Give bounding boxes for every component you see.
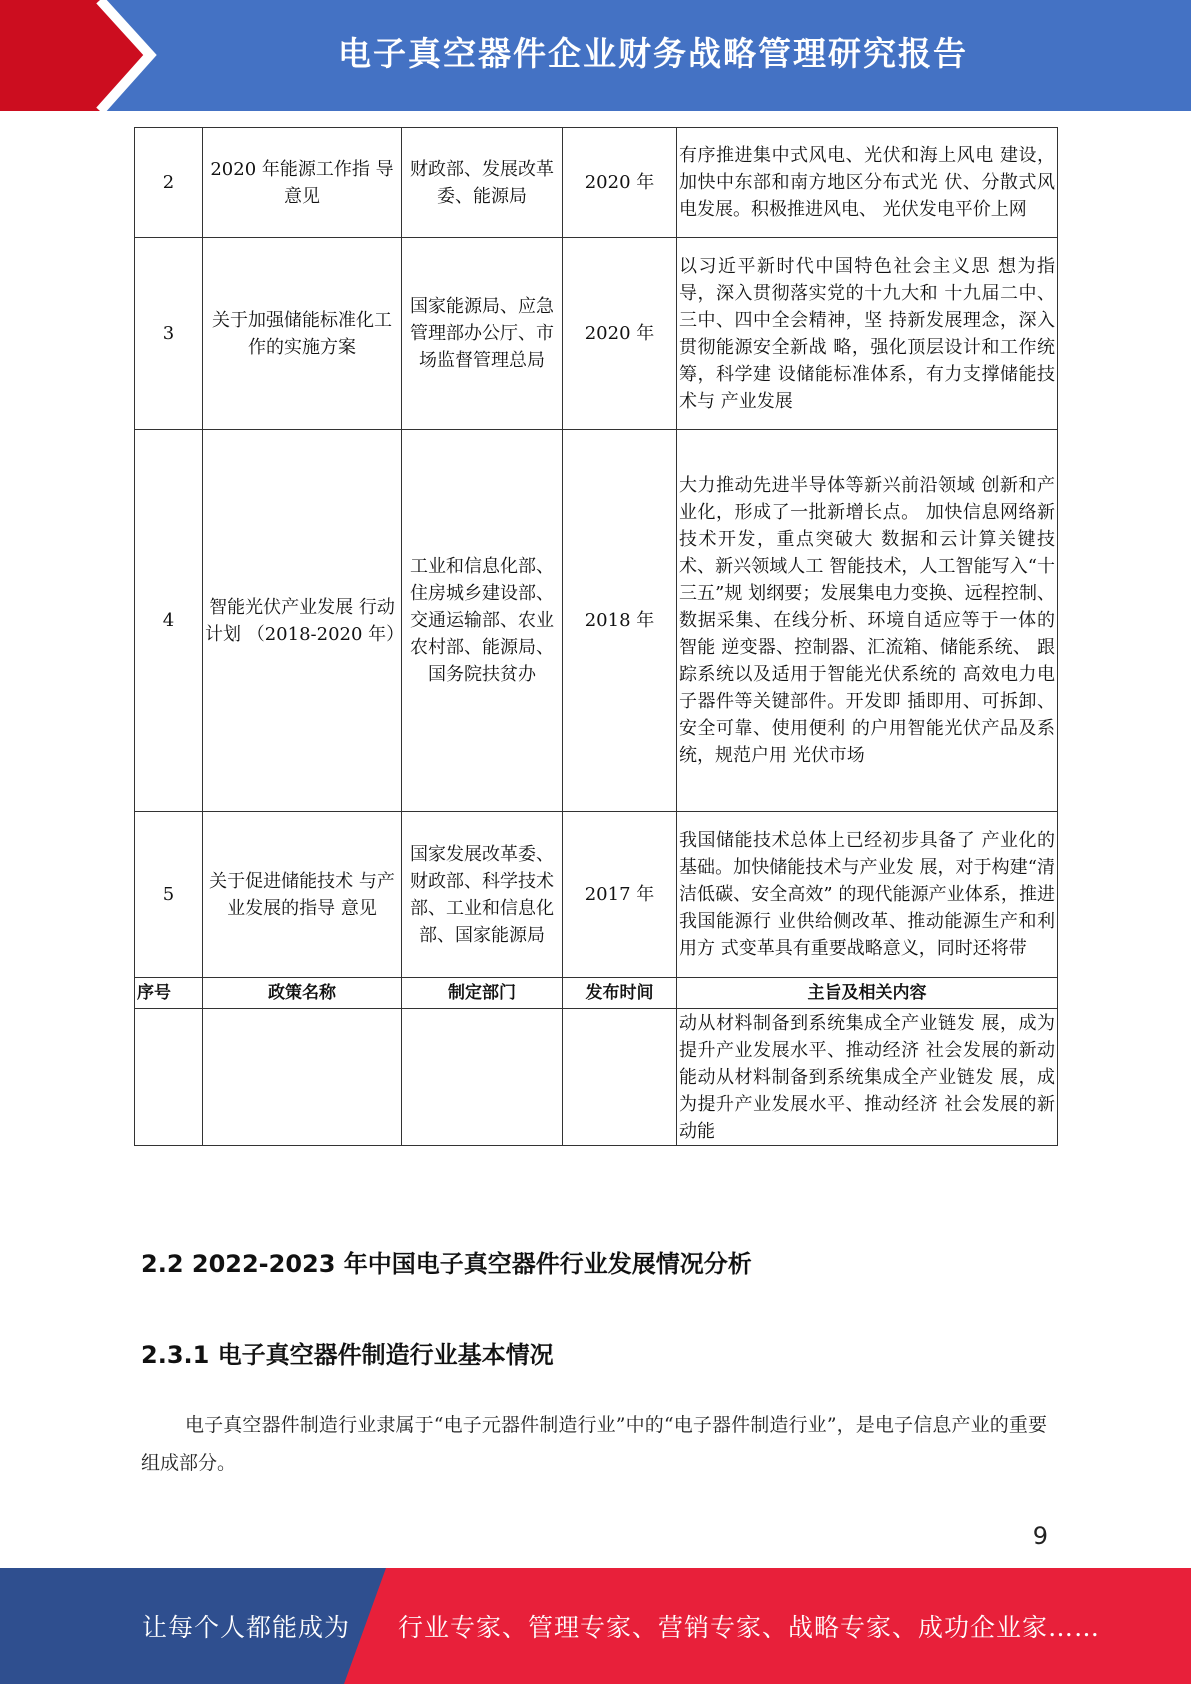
row-number: 4 <box>135 430 203 812</box>
table-row <box>135 812 1058 978</box>
policy-date: 2018 年 <box>563 430 677 812</box>
policy-date: 2020 年 <box>563 238 677 430</box>
row-number: 2 <box>135 128 203 238</box>
row-number: 5 <box>135 812 203 978</box>
policy-date: 2017 年 <box>563 812 677 978</box>
row-number: 3 <box>135 238 203 430</box>
column-header-name: 政策名称 <box>203 978 402 1009</box>
report-title: 电子真空器件企业财务战略管理研究报告 <box>338 34 968 73</box>
empty-cell <box>135 1009 203 1146</box>
subsection-heading: 2.3.1 电子真空器件制造行业基本情况 <box>141 1341 554 1369</box>
page-number: 9 <box>1032 1522 1048 1550</box>
column-header-department: 制定部门 <box>402 978 563 1009</box>
table-row <box>135 1009 1058 1146</box>
table-header-row <box>135 978 1058 1009</box>
table-row <box>135 238 1058 430</box>
header-chevron-graphic <box>0 0 200 111</box>
policy-department: 财政部、发展改革委、能源局 <box>402 128 563 238</box>
policy-content: 有序推进集中式风电、光伏和海上风电 建设，加快中东部和南方地区分布式光 伏、分散式风电发展。积极推进风电、 光伏发电平价上网 <box>677 128 1058 238</box>
section-heading: 2.2 2022-2023 年中国电子真空器件行业发展情况分析 <box>141 1250 752 1278</box>
policy-content-continued: 动从材料制备到系统集成全产业链发 展，成为提升产业发展水平、推动经济 社会发展的新动能动从材料制备到系统集成全产业链发 展，成为提升产业发展水平、推动经济 社会发展的新动能 <box>677 1009 1058 1146</box>
policy-department: 国家发展改革委、财政部、科学技术部、工业和信息化部、国家能源局 <box>402 812 563 978</box>
policy-name: 2020 年能源工作指 导意见 <box>203 128 402 238</box>
column-header-number: 序号 <box>135 978 203 1009</box>
empty-cell <box>203 1009 402 1146</box>
policy-content: 大力推动先进半导体等新兴前沿领域 创新和产业化，形成了一批新增长点。 加快信息网络新技术开发，重点突破大 数据和云计算关键技术、新兴领域人工 智能技术，人工智能写入“十三五”规 划纲要；发展集电力变换、远程控制、数据采集、在线分析、环境自适应等于一体的智能 逆变器、控制器、汇流箱、储能系统、 跟踪系统以及适用于智能光伏系统的 高效电力电子器件等关键部件。开发即 插即用、可拆卸、安全可靠、使用便利 的户用智能光伏产品及系统，规范户用 光伏市场 <box>677 430 1058 812</box>
policy-table <box>134 127 1058 1146</box>
page-header <box>0 0 1191 111</box>
footer-slogan-right: 行业专家、管理专家、营销专家、战略专家、成功企业家…… <box>398 1613 1101 1642</box>
table-row <box>135 128 1058 238</box>
policy-content: 以习近平新时代中国特色社会主义思 想为指导，深入贯彻落实党的十九大和 十九届二中、三中、四中全会精神，坚 持新发展理念，深入贯彻能源安全新战 略，强化顶层设计和工作统筹，科学建 设储能标准体系，有力支撑储能技术与 产业发展 <box>677 238 1058 430</box>
policy-name: 关于促进储能技术 与产业发展的指导 意见 <box>203 812 402 978</box>
empty-cell <box>563 1009 677 1146</box>
footer-slogan-left: 让每个人都能成为 <box>142 1613 351 1642</box>
body-paragraph: 电子真空器件制造行业隶属于“电子元器件制造行业”中的“电子器件制造行业”，是电子信息产业的重要组成部分。 <box>141 1414 1047 1474</box>
policy-date: 2020 年 <box>563 128 677 238</box>
policy-department: 工业和信息化部、住房城乡建设部、交通运输部、农业农村部、能源局、国务院扶贫办 <box>402 430 563 812</box>
column-header-content: 主旨及相关内容 <box>677 978 1058 1009</box>
table-row <box>135 430 1058 812</box>
page-footer <box>0 1568 1191 1684</box>
policy-name: 关于加强储能标准化工作的实施方案 <box>203 238 402 430</box>
column-header-date: 发布时间 <box>563 978 677 1009</box>
policy-content: 我国储能技术总体上已经初步具备了 产业化的基础。加快储能技术与产业发 展，对于构建“清洁低碳、安全高效” 的现代能源产业体系，推进我国能源行 业供给侧改革、推动能源生产和利用方 式变革具有重要战略意义，同时还将带 <box>677 812 1058 978</box>
policy-name: 智能光伏产业发展 行动计划 （2018-2020 年） <box>203 430 402 812</box>
empty-cell <box>402 1009 563 1146</box>
policy-department: 国家能源局、应急管理部办公厅、市场监督管理总局 <box>402 238 563 430</box>
